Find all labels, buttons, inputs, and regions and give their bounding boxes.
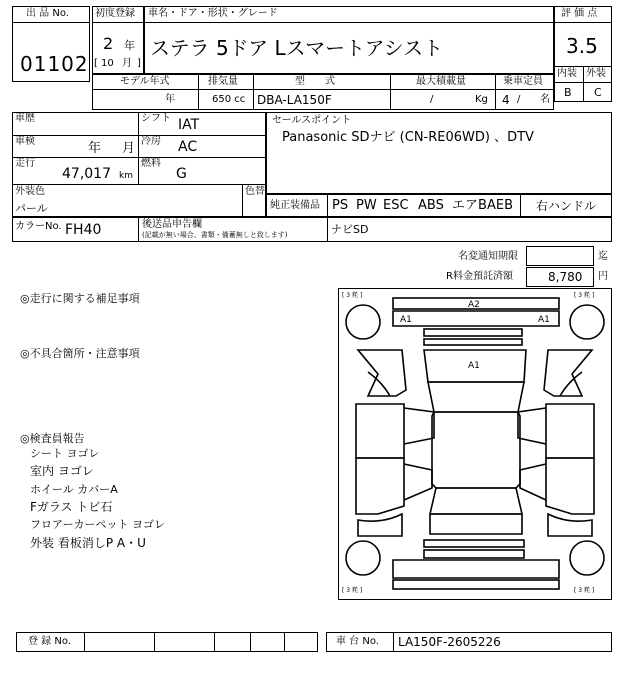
chassis-no-value: LA150F-2605226 <box>398 635 501 649</box>
inspection-label: 車検 <box>15 136 35 147</box>
rear-right-window <box>520 464 546 500</box>
capacity-label: 乗車定員 <box>503 76 543 87</box>
tire-unit-rl: 粍 <box>352 587 359 594</box>
declaration-label: 後送品申告欄 <box>142 219 202 230</box>
rear-bumper-lower <box>393 580 559 589</box>
inspector-line: 室内 ヨゴレ <box>30 464 94 478</box>
equipment-item: AEB <box>487 198 514 213</box>
shift-label: シフト <box>141 113 171 124</box>
windshield <box>428 382 524 412</box>
inspection-month-unit: 月 <box>122 141 136 156</box>
exterior-label: 外装 <box>586 68 606 79</box>
inspector-line: ホイール カバーA <box>30 483 118 496</box>
inspection-year-unit: 年 <box>88 141 102 156</box>
rear-left-window <box>404 464 432 500</box>
history-label: 車歴 <box>15 113 35 124</box>
displacement-value: 650 cc <box>212 94 246 105</box>
sales-point-text: Panasonic SDナビ (CN-RE06WD) 、DTV <box>282 130 534 145</box>
rear-left-door <box>356 458 404 514</box>
tire-unit-fl: 粍 <box>352 292 359 299</box>
max-load-label: 最大積載量 <box>416 76 466 87</box>
svg-text:[ 3 粍 ]: [ 3 粍 ] <box>574 292 595 299</box>
grille <box>424 329 522 336</box>
reg-month: 10 <box>101 58 114 69</box>
tire-depth-rl: 3 <box>346 587 351 594</box>
shift-value: IAT <box>178 117 200 133</box>
rear-left-quarter <box>358 514 402 536</box>
front-right-fender <box>544 350 592 396</box>
first-reg-label: 初度登録 <box>95 8 135 19</box>
model-year-label: モデル年式 <box>120 76 170 87</box>
inspector-label: ◎検査員報告 <box>20 432 85 445</box>
notice-unit: 迄 <box>598 251 608 262</box>
reg-no-label: 登 録 No. <box>28 636 71 647</box>
car-name: ステラ 5ドア Lスマートアシスト <box>150 36 444 60</box>
fuel-label: 燃料 <box>141 158 161 169</box>
detail-grid <box>12 112 266 217</box>
ext-color-label: 外装色 <box>15 186 45 197</box>
reg-year-unit: 年 <box>124 39 135 52</box>
car-diagram <box>338 288 612 600</box>
reg-month-bracket-open: [ <box>94 58 98 69</box>
color-row <box>12 217 612 242</box>
handle-value: 右ハンドル <box>536 199 597 213</box>
rear-right-door <box>546 458 594 514</box>
reg-month-unit: 月 <box>122 58 132 69</box>
damage-mark-hood: A1 <box>468 361 480 371</box>
mileage-unit: km <box>119 171 133 181</box>
front-left-fender <box>358 350 406 396</box>
equipment-item: PW <box>356 198 377 213</box>
notice-label: 名変通知期限 <box>458 251 518 262</box>
recycle-unit: 円 <box>598 271 608 282</box>
equipment-item: ABS <box>418 198 444 213</box>
interior-label: 内装 <box>557 68 577 79</box>
tire-unit-rr: 粍 <box>584 587 591 594</box>
wheel-rear-right <box>570 541 604 575</box>
exterior-grade: C <box>594 86 602 99</box>
color-no-label: カラーNo. <box>15 221 62 232</box>
ac-value: AC <box>178 139 198 155</box>
recycle-value: 8,780 <box>548 270 583 284</box>
capacity-sep: / <box>517 94 521 105</box>
equipment-item: エアB <box>452 198 487 213</box>
wheel-front-left <box>346 305 380 339</box>
inspector-line: シート ヨゴレ <box>30 447 100 460</box>
headlight-strip <box>424 339 522 345</box>
ac-label: 冷房 <box>141 136 161 147</box>
type-label: 型 式 <box>295 76 335 87</box>
tire-depth-fl: 3 <box>346 292 351 299</box>
equipment-item: ESC <box>383 198 409 213</box>
roof <box>432 412 520 488</box>
rear-lamp-strip <box>424 540 524 547</box>
color-change-label: 色替 <box>245 186 265 197</box>
recycle-label: R料金預託済額 <box>446 271 513 282</box>
front-left-window <box>404 408 434 444</box>
mileage-value: 47,017 <box>62 166 111 182</box>
inspector-line: 外装 看板消しP A・U <box>30 536 146 550</box>
svg-text:[ 3 粍 ]: [ 3 粍 ] <box>574 587 595 594</box>
sales-point-label: セールスポイント <box>272 115 352 126</box>
rear-glass <box>430 488 522 514</box>
mileage-label: 走行 <box>15 158 35 169</box>
tire-unit-fr: 粍 <box>584 292 591 299</box>
damage-mark-front-bumper: A2 <box>468 300 480 310</box>
defect-notes-label: ◎不具合箇所・注意事項 <box>20 347 140 360</box>
capacity-value: 4 <box>502 93 510 107</box>
tire-depth-rr: 3 <box>578 587 583 594</box>
rear-plate <box>424 550 524 558</box>
lot-label: 出 品 No. <box>26 8 69 19</box>
declaration-note: (記載が無い場合、書類・備蓄無しと致します) <box>142 231 288 239</box>
lot-number: 01102 <box>20 52 89 76</box>
color-no-value: FH40 <box>65 222 102 238</box>
wheel-front-right <box>570 305 604 339</box>
interior-grade: B <box>564 86 572 99</box>
model-label: 車名・ドア・形状・グレード <box>148 8 278 19</box>
declaration-value: ナビSD <box>331 223 369 236</box>
inspector-line: Fガラス トビ石 <box>30 500 113 514</box>
displacement-label: 排気量 <box>208 76 238 87</box>
score-value: 3.5 <box>566 34 598 58</box>
score-label: 評 価 点 <box>561 8 598 19</box>
wheel-rear-left <box>346 541 380 575</box>
notice-box <box>526 246 594 266</box>
damage-mark-left-strip: A1 <box>400 315 412 325</box>
right-mirror <box>560 372 582 396</box>
max-load-unit: Kg <box>475 94 488 105</box>
svg-text:[ 3 粍 ]: [ 3 粍 ] <box>342 292 363 299</box>
chassis-no-label: 車 台 No. <box>336 636 379 647</box>
model-year-unit: 年 <box>165 94 175 105</box>
damage-mark-right-strip: A1 <box>538 315 550 325</box>
front-right-window <box>518 408 546 444</box>
front-right-door <box>546 404 594 458</box>
front-fender-strip <box>393 311 559 326</box>
front-left-door <box>356 404 404 458</box>
reg-year: 2 <box>103 34 114 53</box>
rear-hatch <box>430 514 522 534</box>
driving-notes-label: ◎走行に関する補足事項 <box>20 292 140 305</box>
svg-text:[ 3 粍 ]: [ 3 粍 ] <box>342 587 363 594</box>
max-load-sep: / <box>430 94 434 105</box>
capacity-unit: 名 <box>540 94 550 105</box>
rear-bumper <box>393 560 559 578</box>
ext-color-value: パール <box>15 202 48 215</box>
tire-depth-fr: 3 <box>578 292 583 299</box>
equipment-label: 純正装備品 <box>270 200 320 211</box>
type-value: DBA-LA150F <box>257 93 332 107</box>
inspector-line: フロアーカーペット ヨゴレ <box>30 518 165 531</box>
equipment-item: PS <box>332 198 349 213</box>
rear-right-quarter <box>548 514 592 536</box>
fuel-value: G <box>176 166 187 182</box>
left-mirror <box>368 372 390 396</box>
reg-month-bracket-close: ] <box>137 58 141 69</box>
